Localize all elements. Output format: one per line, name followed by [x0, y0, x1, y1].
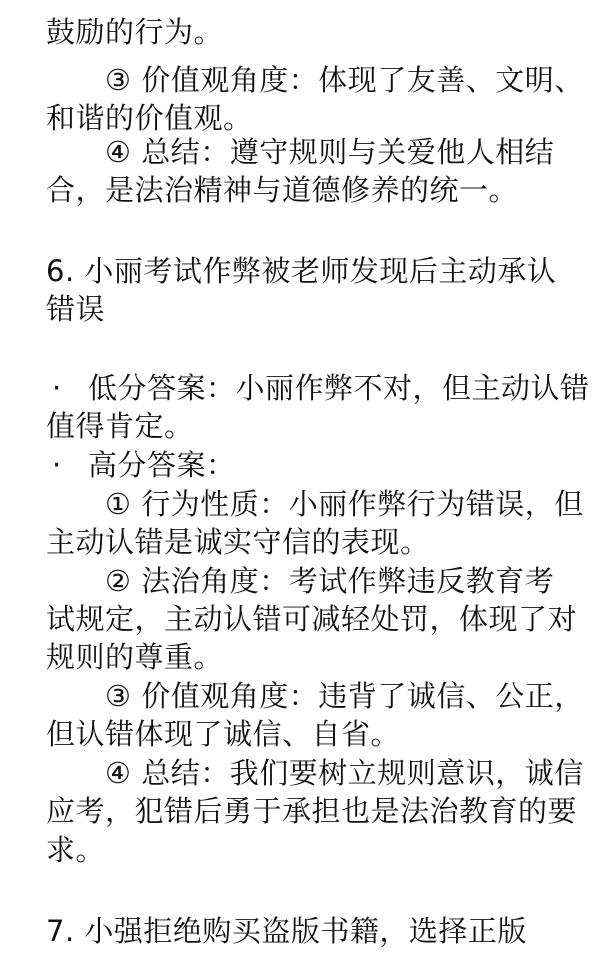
bullet-icon: · [52, 371, 62, 405]
text-line: 求。 [46, 833, 106, 867]
text-line: 但认错体现了诚信、自省。 [46, 717, 401, 751]
text-line: 值得肯定。 [46, 409, 194, 443]
text-line: 合，是法治精神与道德修养的统一。 [46, 173, 519, 207]
text-line: 规则的尊重。 [46, 640, 224, 674]
text-line: 鼓励的行为。 [46, 15, 224, 49]
text-line: ③ 价值观角度：体现了友善、文明、 [105, 63, 584, 97]
section-heading: 6. 小丽考试作弊被老师发现后主动承认 [46, 254, 557, 288]
bullet-icon: · [52, 448, 62, 482]
text-line: 应考，犯错后勇于承担也是法治教育的要 [46, 794, 578, 828]
text-line: 试规定，主动认错可减轻处罚，体现了对 [46, 602, 578, 636]
section-heading: 7. 小强拒绝购买盗版书籍，选择正版 [46, 914, 527, 948]
text-line: ④ 总结：我们要树立规则意识，诚信 [105, 756, 584, 790]
text-line: 和谐的价值观。 [46, 101, 253, 135]
text-line: 低分答案：小丽作弊不对，但主动认错 [88, 371, 590, 405]
section-heading: 错误 [46, 292, 106, 326]
text-line: 主动认错是诚实守信的表现。 [46, 525, 430, 559]
text-line: ① 行为性质：小丽作弊行为错误，但 [105, 487, 584, 521]
text-line: ④ 总结：遵守规则与关爱他人相结 [105, 135, 555, 169]
text-line: ② 法治角度：考试作弊违反教育考 [105, 564, 555, 598]
text-line: ③ 价值观角度：违背了诚信、公正， [105, 679, 584, 713]
text-line: 高分答案： [88, 448, 236, 482]
